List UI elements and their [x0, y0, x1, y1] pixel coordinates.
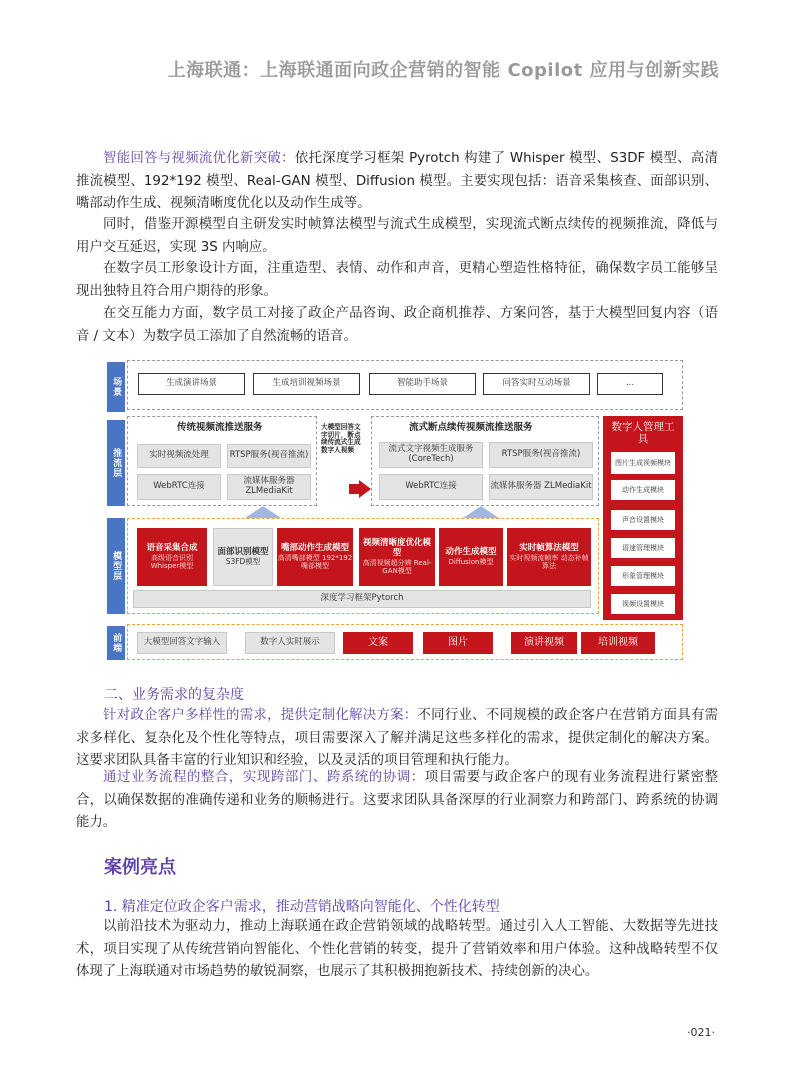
service-item: 流式文字视频生成服务(CoreTech) — [379, 442, 483, 468]
tool-item: 视频设置模块 — [611, 594, 675, 614]
model-card — [359, 528, 435, 586]
scene-item: 生成演讲场景 — [138, 373, 245, 395]
layer-label-model: 模型层 — [107, 518, 125, 614]
paragraph-1-highlight: 智能回答与视频流优化新突破： — [103, 151, 295, 166]
section-a-text: 不同行业、不同规模的政企客户在营销方面具有需求多样化、复杂化及个性化等特点，项目需要深入了解并满足这些多样化的需求，提供定制化的解决方案。这要求团队具备丰富的行业知识和经验，以及灵活的项目管理和执行能力。 — [76, 708, 719, 768]
model-sub: 高清视频超分辨 Real-GAN模型 — [362, 558, 432, 575]
paragraph-1-text: 依托深度学习框架 Pyrotch 构建了 Whisper 模型、S3DF 模型、高清推流模型、192*192 模型、Real-GAN 模型、Diffusion 模型。主要实现包括：语音采集核查、面部识别、嘴部动作生成、视频清晰度优化以及动作生成等。 — [76, 151, 719, 211]
paragraph-4: 在交互能力方面，数字员工对接了政企产品咨询、政企商机推荐、方案问答，基于大模型回复内容（语音 / 文本）为数字员工添加了自然流畅的语音。 — [76, 306, 718, 344]
arrow-right-icon — [359, 480, 371, 498]
streaming-service-title: 流式断点续传视频流推送服务 — [409, 422, 533, 433]
model-sub: 高清嘴部模型 192*192嘴部模型 — [277, 553, 353, 570]
front-item: 数字人实时展示 — [245, 632, 335, 654]
traditional-service-title: 传统视频流推送服务 — [177, 422, 263, 433]
section-paragraph-b — [76, 767, 718, 835]
tool-item: 动作生成模块 — [611, 480, 675, 500]
paragraph-1 — [76, 148, 718, 216]
arrow-shaft — [349, 484, 359, 494]
service-item: 实时视频流处理 — [137, 444, 221, 468]
front-item: 文案 — [343, 632, 413, 654]
section-paragraph-a — [76, 705, 718, 773]
paragraph-3: 在数字员工形象设计方面，注重造型、表情、动作和声音，更精心塑造性格特征，确保数字员工能够呈现出独特且符合用户期待的形象。 — [76, 261, 718, 299]
tool-item: 图片生成视频模块 — [611, 452, 675, 474]
model-sub: 实时视频流帧率 动态补帧算法 — [509, 553, 589, 570]
service-item: RTSP服务(视音推流) — [227, 444, 311, 468]
service-item: WebRTC连接 — [137, 474, 221, 500]
highlights-heading: 案例亮点 — [104, 857, 176, 878]
service-item: WebRTC连接 — [379, 474, 483, 500]
page-number: ·021· — [687, 1026, 715, 1039]
architecture-diagram — [103, 358, 685, 662]
model-card — [213, 528, 273, 586]
pytorch-framework-bar: 深度学习框架Pytorch — [133, 590, 591, 608]
highlights-paragraph: 以前沿技术为驱动力，推动上海联通在政企营销领域的战略转型。通过引入人工智能、大数据等先进技术，项目实现了从传统营销向智能化、个性化营销的转变，提升了营销效率和用户体验。这种战略转型不仅体现了上海联通对市场趋势的敏锐洞察，也展示了其积极拥抱新技术、持续创新的决心。 — [76, 919, 718, 979]
layer-label-front: 前端 — [107, 626, 125, 660]
section-heading: 二、业务需求的复杂度 — [104, 687, 244, 703]
tool-item: 声音设置模块 — [611, 510, 675, 530]
service-item: RTSP服务(视音推流) — [489, 442, 593, 468]
service-item: 流媒体服务器 ZLMediaKit — [227, 474, 311, 500]
arrow-up-icon — [245, 506, 281, 518]
model-card — [507, 528, 591, 586]
scene-item: 问答实时互动场景 — [483, 373, 590, 395]
model-name: 嘴部动作生成模型 — [280, 543, 349, 554]
model-card — [137, 528, 207, 586]
model-name: 语音采集合成 — [146, 543, 198, 554]
section-b-text: 项目需要与政企客户的现有业务流程进行紧密整合，以确保数据的准确传递和业务的顺畅进行。这要求团队具备深厚的行业洞察力和跨部门、跨系统的协调能力。 — [76, 770, 719, 830]
model-sub: Diffusion模型 — [448, 557, 494, 566]
paragraph-2: 同时，借鉴开源模型自主研发实时帧算法模型与流式生成模型，实现流式断点续传的视频推流，降低与用户交互延迟，实现 3S 内响应。 — [76, 217, 718, 255]
front-item: 演讲视频 — [511, 632, 577, 654]
tool-item: 形象管理模块 — [611, 566, 675, 586]
highlights-subheading: 1. 精准定位政企客户需求，推动营销战略向智能化、个性化转型 — [104, 899, 500, 915]
scene-item: ... — [597, 373, 663, 395]
front-item: 图片 — [423, 632, 493, 654]
service-item: 流媒体服务器 ZLMediaKit — [489, 474, 593, 500]
model-card — [439, 528, 503, 586]
model-name: 实时帧算法模型 — [519, 543, 579, 554]
tool-item: 语速管理模块 — [611, 538, 675, 558]
front-item: 大模型回答文字输入 — [137, 632, 227, 654]
model-card — [277, 528, 353, 586]
front-item: 培训视频 — [581, 632, 655, 654]
section-a-highlight: 针对政企客户多样性的需求，提供定制化解决方案： — [103, 708, 418, 723]
model-sub: 高级语音识别 Whisper模型 — [150, 553, 194, 570]
tools-title: 数字人管理工具 — [611, 420, 675, 445]
scene-item: 智能助手场景 — [369, 373, 476, 395]
arrow-up-icon — [463, 506, 499, 518]
model-name: 面部识别模型 — [217, 546, 269, 557]
model-name: 动作生成模型 — [445, 547, 497, 558]
layer-label-scene: 场景 — [107, 362, 125, 412]
slicing-note: 大模型回答文字切片，断点续传流式生成数字人视频 — [321, 423, 361, 454]
model-sub: S3FD模型 — [225, 556, 261, 566]
section-b-highlight: 通过业务流程的整合，实现跨部门、跨系统的协调： — [103, 770, 425, 785]
scene-item: 生成培训视频场景 — [253, 373, 360, 395]
running-header: 上海联通：上海联通面向政企营销的智能 Copilot 应用与创新实践 — [167, 60, 719, 81]
model-name: 视频清晰度优化模型 — [362, 538, 431, 558]
layer-label-push: 推流层 — [107, 420, 125, 506]
